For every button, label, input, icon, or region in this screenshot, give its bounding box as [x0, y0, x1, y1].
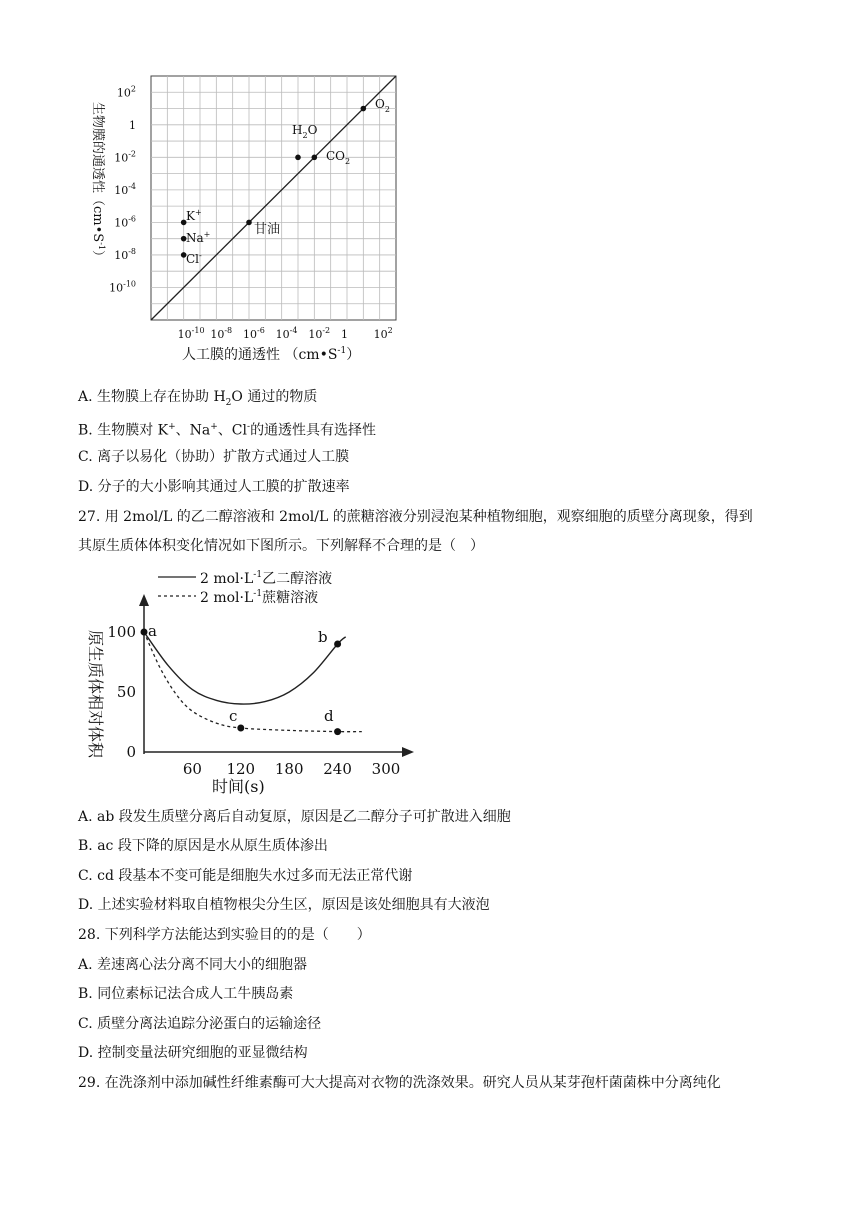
y-axis-arrow [139, 594, 149, 606]
chart2-x-tick-label: 240 [323, 760, 352, 778]
chart2-y-tick-label: 50 [116, 683, 136, 701]
point-label-d: d [324, 707, 334, 725]
protoplast-volume-chart [76, 564, 426, 804]
chart1-point [246, 220, 252, 226]
label-glycerol: 甘油 [254, 222, 281, 237]
chart1-x-tick-label: $10^{-8}$ [210, 326, 233, 341]
q29-stem: 29. 在洗涤剂中添加碱性纤维素酶可大大提高对衣物的洗涤效果。研究人员从某芽孢杆菌菌株中分离纯化 [78, 1075, 721, 1091]
chart1-y-tick-label: 1 [129, 118, 136, 132]
chart1-y-tick-label: $10^{-6}$ [114, 214, 136, 230]
chart2-y-tick-label: 0 [126, 743, 136, 761]
chart2-x-label: 时间(s) [212, 777, 265, 796]
q28-option-c: C. 质壁分离法追踪分泌蛋白的运输途径 [78, 1016, 322, 1032]
q26-option-d: D. 分子的大小影响其通过人工膜的扩散速率 [78, 479, 350, 495]
chart1-x-tick-label: $10^{-6}$ [243, 326, 265, 341]
chart2-x-tick-label: 180 [274, 760, 304, 778]
label-h2o: $H_2O$ [292, 123, 318, 140]
chart2-x-tick-label: 120 [226, 760, 256, 778]
q26-option-c: C. 离子以易化（协助）扩散方式通过人工膜 [78, 449, 350, 465]
chart1-y-ticks [109, 84, 136, 294]
chart2-x-tick-label: 60 [182, 760, 202, 778]
chart1-y-label: 生物膜的通透性$(cm•S^{-1})$ [90, 102, 106, 263]
chart2-point [237, 725, 244, 732]
chart2-points [141, 629, 342, 736]
q27-option-b: B. ac 段下降的原因是水从原生质体渗出 [78, 838, 328, 854]
chart1-point [361, 106, 367, 112]
label-o2: $O_2$ [375, 97, 390, 114]
x-axis-arrow [402, 747, 414, 757]
q26-option-b: B. 生物膜对 K+、Na+、Cl-的通透性具有选择性 [78, 422, 377, 439]
chart1-x-tick-label: $10^{-4}$ [275, 326, 298, 341]
q28-option-d: D. 控制变量法研究细胞的亚显微结构 [78, 1045, 308, 1061]
chart2-x-tick-label: 300 [371, 760, 401, 778]
chart1-x-label: 人工膜的通透性 $(cm•S^{-1})$ [182, 346, 361, 363]
chart1-y-tick-label: $10^{-2}$ [114, 149, 136, 165]
legend-sucrose: 2 $mol\cdot L^{-1}$蔗糖溶液 [200, 589, 319, 606]
chart2-y-label: 原生质体相对体积 [86, 630, 105, 759]
q27-stem-line1: 27. 用 2mol/L 的乙二醇溶液和 2mol/L 的蔗糖溶液分别浸泡某种植物细胞，观察细胞的质壁分离现象，得到 [78, 509, 753, 525]
q27-option-d: D. 上述实验材料取自植物根尖分生区，原因是该处细胞具有大液泡 [78, 897, 490, 913]
point-label-b: b [318, 628, 328, 646]
chart1-point [295, 155, 301, 161]
q26-option-a: A. 生物膜上存在协助 $H_2O$ 通过的物质 [78, 389, 318, 408]
q28-option-a: A. 差速离心法分离不同大小的细胞器 [78, 957, 308, 973]
q27-option-a: A. ab 段发生质壁分离后自动复原，原因是乙二醇分子可扩散进入细胞 [78, 809, 511, 825]
point-label-c: c [229, 707, 238, 725]
q27-option-c: C. cd 段基本不变可能是细胞失水过多而无法正常代谢 [78, 868, 413, 884]
label-cl: Cl- [186, 251, 202, 266]
chart1-x-ticks [178, 326, 393, 341]
label-co2: $CO_2$ [326, 149, 351, 166]
chart1-y-tick-label: $10^2$ [116, 84, 136, 100]
q28-stem: 28. 下列科学方法能达到实验目的的是（ ） [78, 927, 371, 943]
chart1-point [312, 155, 318, 161]
chart1-x-tick-label: 1 [341, 328, 348, 341]
chart2-point [141, 629, 148, 636]
chart1-x-tick-label: $10^{-10}$ [177, 326, 205, 341]
label-na: Na+ [186, 230, 211, 245]
chart2-ticks [107, 623, 400, 778]
chart2-y-tick-label: 100 [107, 623, 136, 641]
chart1-x-tick-label: $10^{-2}$ [308, 326, 331, 341]
legend-ethylene-glycol: 2 $mol\cdot L^{-1}$乙二醇溶液 [200, 570, 333, 587]
label-k: K+ [186, 208, 202, 223]
series-ethylene-glycol [144, 632, 346, 704]
permeability-chart [78, 62, 438, 372]
q27-stem-line2: 其原生质体体积变化情况如下图所示。下列解释不合理的是（ ） [78, 538, 484, 554]
chart2-point [334, 728, 341, 735]
chart1-y-tick-label: $10^{-10}$ [109, 279, 136, 295]
chart1-y-tick-label: $10^{-8}$ [114, 246, 136, 262]
chart1-y-tick-label: $10^{-4}$ [114, 181, 136, 197]
point-label-a: a [148, 622, 157, 640]
q28-option-b: B. 同位素标记法合成人工牛胰岛素 [78, 986, 294, 1002]
chart2-point [334, 641, 341, 648]
chart1-x-tick-label: $10^2$ [373, 326, 393, 341]
chart1-diagonal [151, 76, 396, 320]
